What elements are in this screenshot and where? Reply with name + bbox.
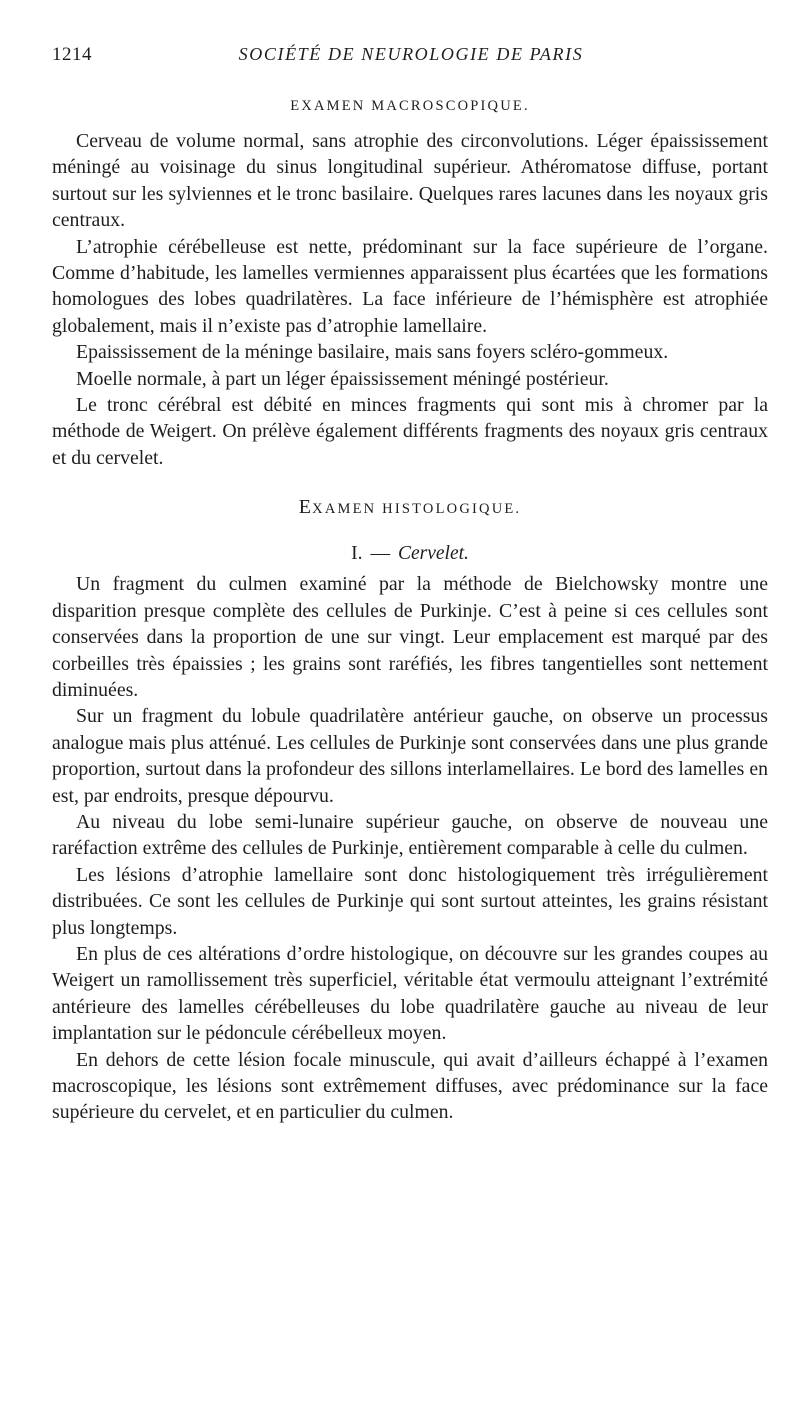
paragraph: Le tronc cérébral est débité en minces fragments qui sont mis à chromer par la méthode de Weigert. On prélève également différents fragments des noyaux gris centraux et du cervelet. xyxy=(52,394,768,469)
subsection-number: I. xyxy=(351,543,363,565)
subsection-title: Cervelet. xyxy=(397,543,469,565)
heading-macroscopic-exam: EXAMEN MACROSCOPIQUE. xyxy=(290,98,530,114)
paragraph: Les lésions d’atrophie lamellaire sont donc histologiquement très irrégulièrement distribuées. Ce sont les cellules de Purkinje qui sont surtout atteintes, les grains résistant plus longtemps. xyxy=(52,863,768,939)
paragraph: L’atrophie cérébelleuse est nette, prédominant sur la face supérieure de l’organe. Comme d’habitude, les lamelles vermiennes apparaissent plus écartées que les formations homologues des lobes quadrilatères. La face inférieure de l’hémisphère est atrophiée globalement, mais il n’existe pas d’atrophie lamellaire. xyxy=(52,235,768,337)
heading-histological-exam xyxy=(52,495,768,521)
paragraph: Epaississement de la méninge basilaire, mais sans foyers scléro-gommeux. xyxy=(76,341,669,364)
paragraph: Moelle normale, à part un léger épaississement méningé postérieur. xyxy=(76,367,609,390)
paragraph: Cerveau de volume normal, sans atrophie des circonvolutions. Léger épaississement méningé au voisinage du sinus longitudinal supérieur. Athéromatose diffuse, portant surtout sur les sylviennes et le tronc basilaire. Quelques rares lacunes dans les noyaux gris centraux. xyxy=(52,130,768,232)
article-body xyxy=(52,94,768,1126)
subsection-dash: — xyxy=(370,543,390,565)
paragraph: Sur un fragment du lobule quadrilatère antérieur gauche, on observe un processus analogue mais plus atténué. Les cellules de Purkinje sont conservées dans une plus grande proportion, surtout dans la profondeur des sillons interlamellaires. Le bord des lamelles en est, par endroits, presque dépourvu. xyxy=(52,705,768,807)
paragraph: En plus de ces altérations d’ordre histologique, on découvre sur les grandes coupes au Weigert un ramollissement très superficiel, véritable état vermoulu atteignant l’extrémité antérieure des lamelles cérébelleuses du lobe quadrilatère gauche au niveau de leur implantation sur le pédoncule cérébelleux moyen. xyxy=(52,942,768,1045)
paragraph: En dehors de cette lésion focale minuscule, qui avait d’ailleurs échappé à l’examen macroscopique, les lésions sont extrêmement diffuses, avec prédominance sur la face supérieure du cervelet, et en particulier du culmen. xyxy=(52,1048,768,1124)
subsection-heading-cervelet xyxy=(52,541,768,567)
page-number: 1214 xyxy=(52,44,92,65)
running-head xyxy=(52,44,770,72)
heading-rest: XAMEN HISTOLOGIQUE. xyxy=(312,501,522,518)
journal-title: SOCIÉTÉ DE NEUROLOGIE DE PARIS xyxy=(238,44,584,64)
heading-first-letter: E xyxy=(298,496,313,519)
paragraph: Un fragment du culmen examiné par la méthode de Bielchowsky montre une disparition presque complète des cellules de Purkinje. C’est à peine si ces cellules sont conservées dans la proportion de une sur vingt. Leur emplacement est marqué par des corbeilles très épaissies ; les grains sont raréfiés, les fibres tangentielles sont nettement diminuées. xyxy=(52,573,768,701)
paragraph: Au niveau du lobe semi-lunaire supérieur gauche, on observe de nouveau une raréfaction extrême des cellules de Purkinje, entièrement comparable à celle du culmen. xyxy=(52,810,768,860)
